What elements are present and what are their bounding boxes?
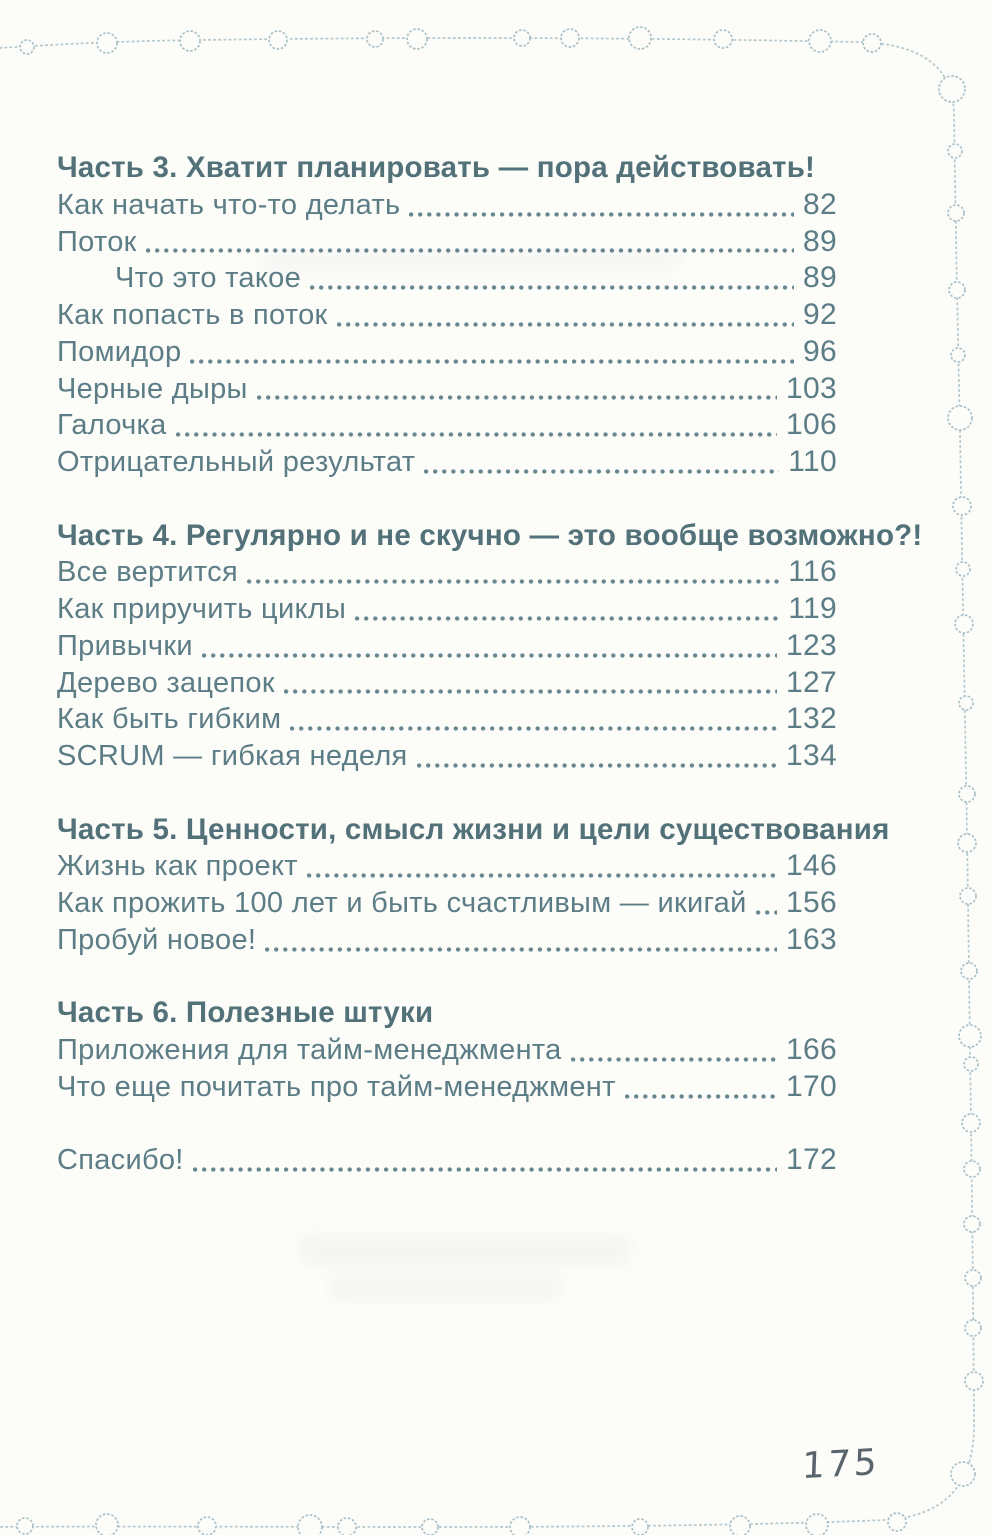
show-through-smudge	[300, 1235, 630, 1265]
toc-entry-page-number: 116	[788, 555, 837, 589]
toc-entry-page-number: 110	[788, 445, 837, 478]
toc-entry-label: Спасибо!	[57, 1144, 184, 1177]
dot-leader	[355, 615, 779, 622]
toc-entry-page-number: 106	[786, 408, 837, 442]
toc-entry-label: Помидор	[57, 335, 182, 368]
toc-entry-label: Черные дыры	[57, 372, 248, 405]
toc-entry	[57, 701, 837, 738]
dot-leader	[307, 872, 777, 879]
toc-entry	[57, 297, 837, 334]
show-through-smudge	[330, 1275, 560, 1301]
toc-entry	[57, 1069, 837, 1106]
dot-leader	[310, 284, 794, 291]
toc-entry-page-number: 132	[786, 702, 837, 736]
toc-section-heading: Часть 4. Регулярно и не скучно — это вообще возможно?!	[57, 518, 923, 552]
toc-entry-label: Как попасть в поток	[57, 299, 328, 331]
dot-leader	[265, 946, 777, 953]
toc-section-heading: Часть 5. Ценности, смысл жизни и цели существования	[57, 812, 890, 846]
dot-leader	[409, 211, 794, 218]
dot-leader	[284, 688, 777, 695]
toc-entry-page-number: 163	[786, 922, 837, 956]
dot-leader	[290, 725, 777, 732]
toc-entry	[57, 260, 837, 297]
toc-entry-page-number: 119	[788, 592, 837, 625]
toc-entry	[57, 554, 837, 591]
toc-entry-label: Что это такое	[115, 262, 302, 295]
toc-section	[57, 150, 837, 481]
toc-entry-label: Поток	[57, 225, 137, 258]
toc-entry	[57, 885, 837, 922]
toc-entry-page-number: 127	[786, 665, 837, 699]
toc-entry	[57, 224, 837, 261]
toc-entry-page-number: 170	[786, 1069, 837, 1103]
toc-section-heading: Часть 3. Хватит планировать — пора действовать!	[57, 151, 816, 184]
dot-leader	[146, 247, 794, 254]
toc-entry-page-number: 103	[786, 371, 837, 405]
dot-leader	[756, 909, 777, 916]
toc-entry-label: Как начать что-то делать	[57, 188, 401, 221]
toc-entry-label: SCRUM — гибкая неделя	[57, 740, 408, 772]
toc-entry	[57, 371, 837, 408]
toc-entry-label: Как быть гибким	[57, 703, 282, 736]
toc-entry-page-number: 172	[786, 1143, 837, 1177]
toc-entry-page-number: 82	[803, 187, 837, 221]
toc-entry	[57, 738, 837, 775]
toc-entry-label: Дерево зацепок	[57, 666, 275, 699]
toc-entry-label: Как приручить циклы	[57, 593, 347, 625]
toc-section	[57, 995, 837, 1105]
dot-leader	[417, 762, 777, 769]
dot-leader	[625, 1093, 777, 1100]
toc-entry-page-number: 156	[786, 886, 837, 919]
toc-entry	[57, 848, 837, 885]
toc-entry	[57, 922, 837, 959]
dot-leader	[176, 431, 777, 438]
dot-leader	[190, 358, 794, 365]
toc-section	[57, 1142, 837, 1179]
toc-entry	[57, 628, 837, 665]
toc-entry-label: Привычки	[57, 629, 193, 662]
table-of-contents	[57, 150, 923, 1179]
toc-entry-page-number: 89	[803, 224, 837, 258]
toc-entry	[57, 591, 837, 628]
toc-entry	[57, 187, 837, 224]
toc-section-heading: Часть 6. Полезные штуки	[57, 996, 434, 1030]
dot-leader	[424, 468, 779, 475]
toc-entry	[57, 1142, 837, 1179]
dot-leader	[247, 578, 779, 585]
toc-entry-label: Отрицательный результат	[57, 446, 416, 478]
toc-entry-label: Пробуй новое!	[57, 923, 257, 956]
dot-leader	[257, 394, 777, 401]
toc-entry	[57, 407, 837, 444]
dot-leader	[202, 652, 777, 659]
toc-entry-label: Жизнь как проект	[57, 850, 298, 883]
toc-entry	[57, 1032, 837, 1069]
toc-entry	[57, 665, 837, 702]
dot-leader	[193, 1166, 777, 1173]
toc-entry	[57, 444, 837, 481]
toc-entry-page-number: 89	[803, 261, 837, 295]
dot-leader	[571, 1056, 777, 1063]
toc-entry-page-number: 96	[803, 334, 837, 368]
toc-entry-label: Все вертится	[57, 556, 238, 589]
toc-section	[57, 518, 923, 775]
toc-entry-label: Что еще почитать про тайм-менеджмент	[57, 1070, 616, 1103]
toc-entry-page-number: 146	[786, 849, 837, 883]
toc-entry-page-number: 134	[786, 739, 837, 772]
page-number: 175	[801, 1441, 881, 1488]
toc-entry-page-number: 166	[786, 1033, 837, 1066]
toc-entry-page-number: 92	[803, 298, 837, 331]
dot-leader	[337, 321, 795, 328]
toc-entry-page-number: 123	[786, 628, 837, 662]
toc-entry-label: Галочка	[57, 409, 167, 442]
toc-entry-label: Как прожить 100 лет и быть счастливым — икигай	[57, 887, 747, 919]
toc-section	[57, 812, 890, 959]
toc-entry	[57, 334, 837, 371]
toc-entry-label: Приложения для тайм-менеджмента	[57, 1034, 562, 1066]
